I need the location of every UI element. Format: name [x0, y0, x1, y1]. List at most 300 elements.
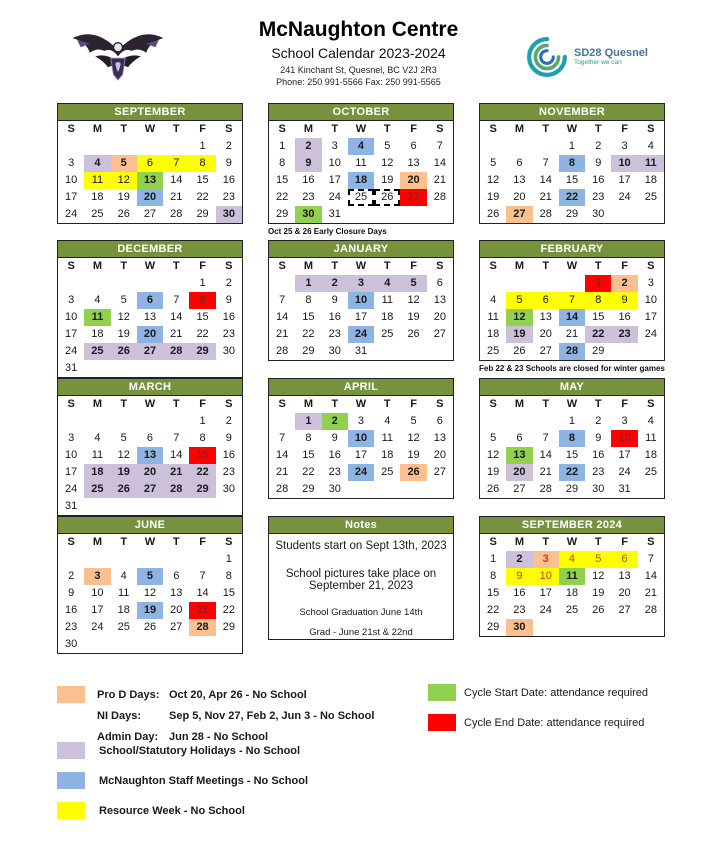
- weekday-label: W: [144, 536, 156, 548]
- day-cell-empty: [84, 551, 110, 568]
- day-cell: 29: [302, 483, 315, 495]
- day-cell: 3: [68, 294, 75, 306]
- day-cell: 15: [487, 587, 500, 599]
- day-cell: 18: [91, 191, 104, 203]
- weekday-label: S: [436, 123, 444, 135]
- day-cell-empty: [137, 551, 163, 568]
- day-cell: 12: [143, 587, 157, 599]
- day-cell: 8: [279, 157, 286, 169]
- day-cell: 18: [644, 449, 657, 461]
- month-title: OCTOBER: [269, 104, 453, 121]
- month-title: FEBRUARY: [480, 241, 664, 258]
- grid-slot: [57, 240, 243, 378]
- day-cell: 14: [196, 587, 209, 599]
- weekday-label: F: [410, 123, 417, 135]
- day-cell: 28: [170, 208, 183, 220]
- day-cell: 15: [302, 449, 315, 461]
- day-cell: 26: [487, 208, 500, 220]
- legend-swatch-cyclestart: [428, 684, 456, 701]
- weekday-label: W: [355, 398, 367, 410]
- day-cell-empty: [533, 413, 559, 430]
- school-phone-fax: Phone: 250 991-5566 Fax: 250 991-5565: [276, 77, 441, 87]
- day-cell: 5: [490, 432, 497, 444]
- day-cell: 18: [348, 172, 374, 189]
- month-days-grid: [480, 534, 664, 636]
- day-cell: 20: [170, 604, 183, 616]
- day-cell-empty: [137, 275, 163, 292]
- legend-color-row: [57, 742, 308, 759]
- legend-color-label: Resource Week - No School: [99, 804, 245, 817]
- day-cell: 27: [170, 621, 183, 633]
- day-cell: 24: [65, 483, 78, 495]
- month-title: APRIL: [269, 379, 453, 396]
- day-cell: 22: [302, 466, 315, 478]
- page-subtitle: School Calendar 2023-2024: [271, 45, 446, 61]
- legend-swatch-staff: [57, 772, 85, 789]
- day-cell: 29: [592, 345, 605, 357]
- day-cell: 25: [91, 208, 104, 220]
- day-cell: 1: [199, 415, 206, 427]
- day-cell: 17: [354, 449, 368, 461]
- day-cell: 12: [381, 157, 394, 169]
- day-cell: 12: [487, 174, 500, 186]
- day-cell: 26: [407, 328, 420, 340]
- day-cell: 14: [539, 449, 552, 461]
- day-cell: 13: [170, 587, 183, 599]
- weekday-label: S: [436, 398, 444, 410]
- day-cell: 4: [84, 155, 110, 172]
- weekday-label: M: [92, 123, 102, 135]
- weekday-label: T: [172, 123, 180, 135]
- weekday-label: T: [331, 398, 339, 410]
- day-cell: 18: [84, 464, 110, 481]
- notes-line: Grad - June 21st & 22nd: [309, 627, 413, 638]
- day-cell: 9: [595, 432, 602, 444]
- day-cell: 6: [146, 432, 154, 444]
- day-cell: 19: [381, 174, 394, 186]
- day-cell: 11: [84, 309, 110, 326]
- day-cell: 12: [117, 449, 130, 461]
- day-cell: 8: [490, 570, 497, 582]
- weekday-label: T: [120, 260, 128, 272]
- weekday-label: S: [489, 260, 497, 272]
- day-cell: 17: [65, 328, 78, 340]
- day-cell: 15: [565, 449, 579, 461]
- day-cell: 4: [384, 415, 391, 427]
- day-cell: 16: [222, 311, 235, 323]
- day-cell-empty: [480, 275, 506, 292]
- weekday-label: T: [120, 398, 128, 410]
- day-cell-empty: [559, 275, 585, 292]
- day-cell-empty: [58, 275, 84, 292]
- weekday-label: W: [355, 123, 367, 135]
- month-days-grid: [58, 258, 242, 377]
- day-cell-empty: [111, 551, 137, 568]
- legend-color-label: School/Statutory Holidays - No School: [99, 744, 301, 757]
- day-cell: 23: [592, 466, 605, 478]
- day-cell-empty: [84, 413, 110, 430]
- day-cell-empty: [111, 413, 137, 430]
- day-cell: 5: [111, 155, 137, 172]
- day-cell: 3: [331, 140, 338, 152]
- day-cell: 9: [295, 155, 321, 172]
- legend-cycle-row: [428, 684, 648, 701]
- day-cell: 12: [487, 449, 500, 461]
- day-cell: 10: [611, 155, 637, 172]
- month-title: SEPTEMBER: [58, 104, 242, 121]
- district-logo: [526, 34, 676, 80]
- month-days-grid: [480, 258, 664, 360]
- day-cell: 24: [328, 191, 341, 203]
- day-cell: 7: [173, 294, 180, 306]
- legend-color-codes: [57, 742, 308, 832]
- day-cell: 2: [225, 415, 232, 427]
- day-cell: 14: [170, 174, 183, 186]
- day-cell: 13: [433, 294, 446, 306]
- day-cell-empty: [137, 138, 163, 155]
- day-cell: 7: [279, 294, 286, 306]
- day-cell: 14: [433, 157, 446, 169]
- day-cell: 22: [559, 189, 585, 206]
- weekday-label: S: [647, 123, 655, 135]
- day-cell-empty: [163, 551, 189, 568]
- day-cell: 7: [542, 432, 549, 444]
- day-cell: 3: [357, 415, 365, 427]
- month-box-november: [479, 103, 665, 224]
- weekday-label: T: [594, 123, 602, 135]
- day-cell: 5: [410, 415, 417, 427]
- day-cell: 5: [137, 568, 163, 585]
- weekday-label: T: [331, 260, 339, 272]
- weekday-label: S: [647, 260, 655, 272]
- day-cell: 24: [618, 191, 631, 203]
- day-cell: 28: [559, 343, 585, 360]
- day-cell: 20: [618, 587, 631, 599]
- day-cell: 11: [638, 155, 664, 172]
- day-cell: 14: [539, 174, 552, 186]
- day-cell: 2: [506, 551, 532, 568]
- day-cell: 2: [225, 277, 232, 289]
- day-cell: 22: [585, 326, 611, 343]
- day-cell: 21: [539, 191, 552, 203]
- day-cell: 4: [559, 551, 585, 568]
- weekday-label: W: [144, 123, 156, 135]
- day-cell: 19: [137, 602, 163, 619]
- weekday-label: F: [621, 123, 628, 135]
- day-cell: 1: [585, 275, 611, 292]
- day-cell: 18: [91, 328, 104, 340]
- notes-line: School Graduation June 14th: [299, 607, 423, 618]
- day-cell: 21: [163, 464, 189, 481]
- month-days-grid: [269, 396, 453, 498]
- day-cell: 13: [618, 570, 631, 582]
- day-cell: 13: [143, 311, 157, 323]
- weekday-label: W: [566, 536, 578, 548]
- day-cell: 25: [565, 604, 579, 616]
- day-cell-empty: [163, 413, 189, 430]
- day-cell: 26: [592, 604, 605, 616]
- day-cell: 25: [381, 328, 394, 340]
- day-cell: 6: [436, 277, 443, 289]
- month-title: MARCH: [58, 379, 242, 396]
- weekday-label: S: [67, 398, 75, 410]
- day-cell: 19: [487, 191, 500, 203]
- day-cell: 16: [65, 604, 78, 616]
- day-cell: 30: [592, 208, 605, 220]
- month-title: SEPTEMBER 2024: [480, 517, 664, 534]
- weekday-label: M: [92, 260, 102, 272]
- month-days-grid: [58, 534, 242, 653]
- day-cell: 16: [328, 311, 341, 323]
- weekday-label: F: [621, 398, 628, 410]
- day-cell: 16: [222, 449, 235, 461]
- day-cell: 27: [513, 483, 526, 495]
- day-cell: 18: [381, 311, 394, 323]
- day-cell: 15: [196, 174, 209, 186]
- day-cell: 19: [487, 466, 500, 478]
- day-cell: 25: [644, 466, 657, 478]
- day-cell-empty: [137, 413, 163, 430]
- grid-slot: [268, 516, 454, 640]
- day-cell: 16: [302, 174, 315, 186]
- day-cell: 4: [120, 570, 127, 582]
- weekday-label: F: [199, 123, 206, 135]
- day-cell: 9: [225, 157, 232, 169]
- notes-title: Notes: [269, 517, 453, 534]
- day-cell: 23: [65, 621, 78, 633]
- legend-swatch-prod: [57, 686, 85, 703]
- day-cell: 15: [302, 311, 315, 323]
- day-cell: 30: [222, 345, 235, 357]
- day-cell: 2: [225, 140, 232, 152]
- weekday-label: S: [225, 260, 233, 272]
- sd28-swirl-icon: [526, 36, 568, 78]
- day-cell-empty: [163, 138, 189, 155]
- day-cell: 17: [65, 466, 78, 478]
- day-cell: 2: [295, 138, 321, 155]
- weekday-label: T: [120, 123, 128, 135]
- day-cell: 27: [143, 208, 157, 220]
- weekday-label: T: [383, 398, 391, 410]
- weekday-label: W: [355, 260, 367, 272]
- day-cell: 19: [111, 464, 137, 481]
- grid-slot: [479, 378, 665, 499]
- day-cell: 4: [94, 432, 101, 444]
- day-cell: 28: [539, 483, 552, 495]
- weekday-label: S: [278, 123, 286, 135]
- day-cell: 9: [506, 568, 532, 585]
- weekday-label: F: [621, 536, 628, 548]
- day-cell: 20: [137, 464, 163, 481]
- day-cell: 13: [513, 174, 526, 186]
- weekday-label: W: [144, 260, 156, 272]
- day-cell: 1: [295, 413, 321, 430]
- day-cell: 10: [65, 311, 78, 323]
- month-box-june: [57, 516, 243, 654]
- day-cell: 28: [163, 343, 189, 360]
- day-cell: 26: [111, 343, 137, 360]
- day-cell: 3: [647, 277, 654, 289]
- day-cell: 1: [225, 553, 232, 565]
- weekday-label: M: [92, 536, 102, 548]
- day-cell: 9: [331, 294, 338, 306]
- day-cell: 6: [137, 292, 163, 309]
- weekday-label: S: [225, 123, 233, 135]
- day-cell: 3: [348, 275, 374, 292]
- day-cell: 23: [222, 328, 235, 340]
- day-cell: 27: [618, 604, 631, 616]
- day-cell: 27: [433, 328, 446, 340]
- day-cell: 31: [65, 362, 78, 374]
- day-cell-empty: [58, 551, 84, 568]
- day-cell: 22: [196, 191, 209, 203]
- day-cell: 29: [302, 345, 315, 357]
- legend-day-row: [57, 684, 374, 705]
- day-cell: 29: [222, 621, 235, 633]
- month-days-grid: [480, 121, 664, 223]
- day-cell: 23: [611, 326, 637, 343]
- day-cell: 5: [585, 551, 611, 568]
- day-cell: 13: [137, 447, 163, 464]
- day-cell-empty: [533, 138, 559, 155]
- day-cell: 31: [328, 208, 341, 220]
- day-cell: 6: [410, 140, 417, 152]
- month-footnote: Feb 22 & 23 Schools are closed for winter games: [479, 364, 665, 373]
- day-cell: 9: [595, 157, 602, 169]
- day-cell: 30: [328, 483, 341, 495]
- day-cell: 29: [487, 621, 500, 633]
- day-cell: 14: [170, 449, 183, 461]
- day-cell: 31: [618, 483, 631, 495]
- day-cell: 21: [539, 466, 552, 478]
- day-cell: 26: [143, 621, 157, 633]
- legend-day-label: Pro D Days:: [97, 688, 160, 701]
- day-cell: 6: [516, 432, 523, 444]
- day-cell-empty: [84, 138, 110, 155]
- day-cell: 23: [513, 604, 526, 616]
- day-cell: 2: [595, 415, 602, 427]
- day-cell: 12: [117, 311, 130, 323]
- month-days-grid: [58, 121, 242, 223]
- day-cell: 24: [348, 326, 374, 343]
- day-cell: 30: [328, 345, 341, 357]
- day-cell: 9: [68, 587, 75, 599]
- day-cell: 24: [644, 328, 657, 340]
- day-cell: 7: [559, 292, 585, 309]
- day-cell: 12: [506, 309, 532, 326]
- district-name: SD28 Quesnel: [574, 47, 648, 60]
- day-cell: 13: [433, 432, 446, 444]
- day-cell: 7: [647, 553, 654, 565]
- month-title: JUNE: [58, 517, 242, 534]
- legend-swatch-holiday: [57, 742, 85, 759]
- legend-color-row: [57, 802, 308, 819]
- day-cell: 17: [618, 449, 631, 461]
- month-title: DECEMBER: [58, 241, 242, 258]
- weekday-label: T: [120, 536, 128, 548]
- day-cell: 14: [559, 309, 585, 326]
- month-footnote: Oct 25 & 26 Early Closure Days: [268, 227, 387, 236]
- day-cell: 27: [137, 343, 163, 360]
- day-cell: 18: [644, 174, 657, 186]
- weekday-label: M: [303, 398, 313, 410]
- day-cell: 22: [189, 464, 215, 481]
- weekday-label: S: [436, 260, 444, 272]
- day-cell: 24: [618, 466, 631, 478]
- day-cell: 26: [117, 208, 130, 220]
- day-cell: 11: [559, 568, 585, 585]
- day-cell: 27: [433, 466, 446, 478]
- day-cell: 13: [506, 447, 532, 464]
- day-cell-empty: [480, 413, 506, 430]
- day-cell: 6: [173, 570, 180, 582]
- day-cell: 10: [348, 292, 374, 309]
- day-cell-empty: [111, 275, 137, 292]
- weekday-label: M: [303, 123, 313, 135]
- legend-day-value: Jun 28 - No School: [169, 730, 269, 743]
- page-title: McNaughton Centre: [258, 18, 459, 41]
- legend-cycle-label: Cycle End Date: attendance required: [464, 716, 645, 729]
- weekday-label: T: [542, 260, 550, 272]
- day-cell: 14: [170, 311, 183, 323]
- grid-slot: [479, 240, 665, 373]
- day-cell-empty: [58, 413, 84, 430]
- day-cell: 21: [170, 328, 183, 340]
- day-cell: 17: [539, 587, 552, 599]
- day-cell: 22: [276, 191, 289, 203]
- day-cell: 22: [302, 328, 315, 340]
- day-cell: 3: [621, 415, 628, 427]
- day-cell: 4: [490, 294, 497, 306]
- day-cell: 6: [533, 292, 559, 309]
- day-cell: 8: [225, 570, 232, 582]
- month-box-september-2024: [479, 516, 665, 637]
- day-cell: 28: [276, 345, 289, 357]
- month-days-grid: [269, 258, 453, 360]
- day-cell: 3: [84, 568, 110, 585]
- day-cell: 11: [381, 294, 393, 306]
- day-cell-empty: [506, 275, 532, 292]
- month-box-march: [57, 378, 243, 516]
- day-cell-empty: [111, 138, 137, 155]
- day-cell: 4: [348, 138, 374, 155]
- day-cell: 29: [276, 208, 289, 220]
- day-cell: 27: [137, 481, 163, 498]
- school-address: 241 Kinchant St, Quesnel, BC V2J 2R3: [280, 65, 437, 75]
- day-cell: 27: [506, 206, 532, 223]
- day-cell: 13: [407, 157, 420, 169]
- weekday-label: S: [489, 123, 497, 135]
- weekday-label: F: [199, 260, 206, 272]
- day-cell: 10: [65, 449, 78, 461]
- day-cell: 19: [407, 311, 420, 323]
- day-cell: 20: [433, 311, 446, 323]
- day-cell-empty: [480, 138, 506, 155]
- day-cell: 8: [189, 292, 215, 309]
- grid-slot: [268, 103, 454, 236]
- day-cell-empty: [506, 138, 532, 155]
- day-cell: 8: [559, 430, 585, 447]
- day-cell: 12: [407, 432, 420, 444]
- day-cell: 16: [592, 449, 605, 461]
- day-cell: 11: [645, 432, 657, 444]
- legend-day-value: Sep 5, Nov 27, Feb 2, Jun 3 - No School: [169, 709, 375, 722]
- weekday-label: T: [383, 123, 391, 135]
- day-cell: 4: [647, 415, 654, 427]
- day-cell: 18: [487, 328, 500, 340]
- day-cell: 30: [222, 483, 235, 495]
- day-cell: 6: [611, 551, 637, 568]
